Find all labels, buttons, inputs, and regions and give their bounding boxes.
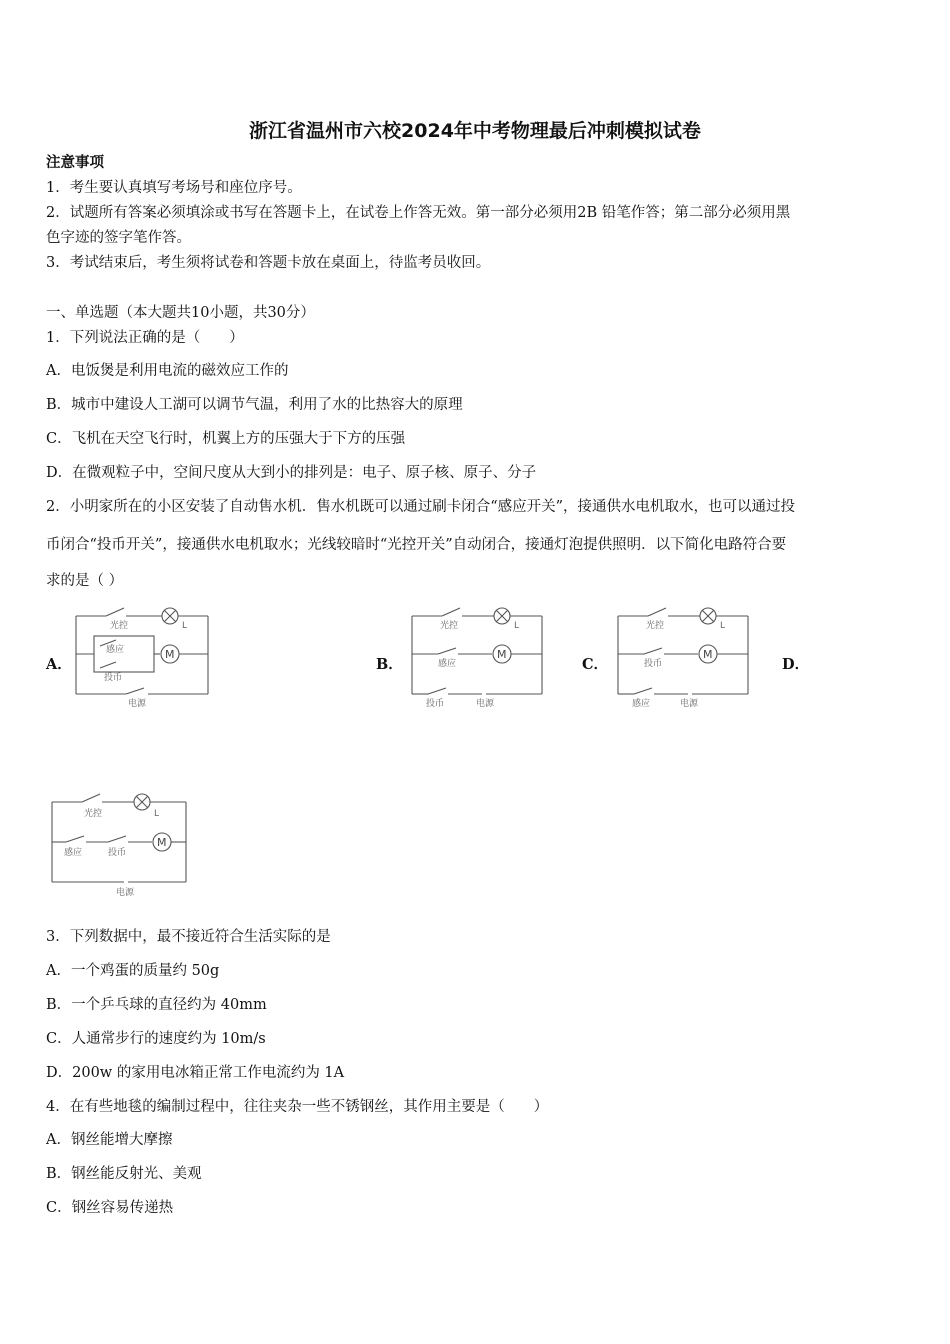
switch-label: 感应: [106, 645, 125, 655]
notice-item: 3．考试结束后，考生须将试卷和答题卡放在桌面上，待监考员收回。: [46, 255, 491, 271]
switch-label: 投币: [108, 848, 127, 858]
option-c-label: C．: [582, 656, 609, 673]
notice-item: 色字迹的签字笔作答。: [46, 230, 191, 246]
option-b: B．一个乒乓球的直径约为 40mm: [46, 997, 267, 1013]
switch-label: 光控: [110, 621, 129, 631]
option-d: D．在微观粒子中，空间尺度从大到小的排列是：电子、原子核、原子、分子: [46, 465, 537, 481]
lamp-label: L: [514, 621, 520, 631]
source-label: 电源: [476, 699, 495, 709]
notice-item: 2．试题所有答案必须填涂或书写在答题卡上，在试卷上作答无效。第一部分必须用2B 铅笔作答；第二部分必须用黑: [46, 205, 791, 221]
question-stem: 币闭合“投币开关”，接通供水电机取水；光线较暗时“光控开关”自动闭合，接通灯泡提供照明．以下简化电路符合要: [46, 537, 787, 553]
page-title: 浙江省温州市六校2024年中考物理最后冲刺模拟试卷: [249, 120, 701, 142]
option-d: D．200w 的家用电冰箱正常工作电流约为 1A: [46, 1065, 345, 1081]
circuit-c-diagram: [608, 602, 758, 710]
question-stem: 1．下列说法正确的是（ ）: [46, 330, 244, 346]
switch-label: 光控: [646, 621, 665, 631]
notice-item: 1．考生要认真填写考场号和座位序号。: [46, 180, 302, 196]
option-a: A．钢丝能增大摩擦: [46, 1132, 173, 1148]
source-label: 电源: [680, 699, 699, 709]
switch-label: 感应: [64, 848, 83, 858]
option-b: B．钢丝能反射光、美观: [46, 1166, 202, 1182]
option-d-label: D．: [782, 656, 810, 673]
circuit-a-diagram: [66, 602, 216, 710]
switch-label: 感应: [632, 699, 651, 709]
lamp-label: L: [720, 621, 726, 631]
source-label: 电源: [128, 699, 147, 709]
svg-text:M: M: [157, 836, 167, 849]
option-c: C．人通常步行的速度约为 10m/s: [46, 1031, 266, 1047]
switch-label: 光控: [440, 621, 459, 631]
svg-text:M: M: [165, 648, 175, 661]
option-a: A．电饭煲是利用电流的磁效应工作的: [46, 363, 289, 379]
option-a: A．一个鸡蛋的质量约 50g: [46, 963, 220, 979]
question-stem: 3．下列数据中，最不接近符合生活实际的是: [46, 929, 331, 945]
switch-label: 感应: [438, 659, 457, 669]
question-stem: 求的是（ ）: [46, 573, 124, 589]
circuit-b-diagram: [402, 602, 552, 710]
svg-text:M: M: [497, 648, 507, 661]
switch-label: 投币: [426, 699, 445, 709]
notice-heading: 注意事项: [46, 154, 104, 171]
option-c: C．钢丝容易传递热: [46, 1200, 174, 1216]
source-label: 电源: [116, 888, 135, 898]
section-heading: 一、单选题（本大题共10小题，共30分）: [46, 305, 315, 321]
lamp-label: L: [154, 809, 160, 819]
question-stem: 4．在有些地毯的编制过程中，往往夹杂一些不锈钢丝，其作用主要是（ ）: [46, 1099, 549, 1115]
switch-label: 投币: [644, 659, 663, 669]
circuit-d-diagram: [42, 784, 194, 900]
option-a-label: A．: [46, 656, 72, 673]
option-b: B．城市中建设人工湖可以调节气温，利用了水的比热容大的原理: [46, 397, 463, 413]
option-c: C．飞机在天空飞行时，机翼上方的压强大于下方的压强: [46, 431, 406, 447]
switch-label: 光控: [84, 809, 103, 819]
question-stem: 2．小明家所在的小区安装了自动售水机．售水机既可以通过刷卡闭合“感应开关”，接通供水电机取水，也可以通过投: [46, 499, 796, 515]
svg-text:M: M: [703, 648, 713, 661]
lamp-label: L: [182, 621, 188, 631]
option-b-label: B．: [376, 656, 403, 673]
switch-label: 投币: [104, 673, 123, 683]
